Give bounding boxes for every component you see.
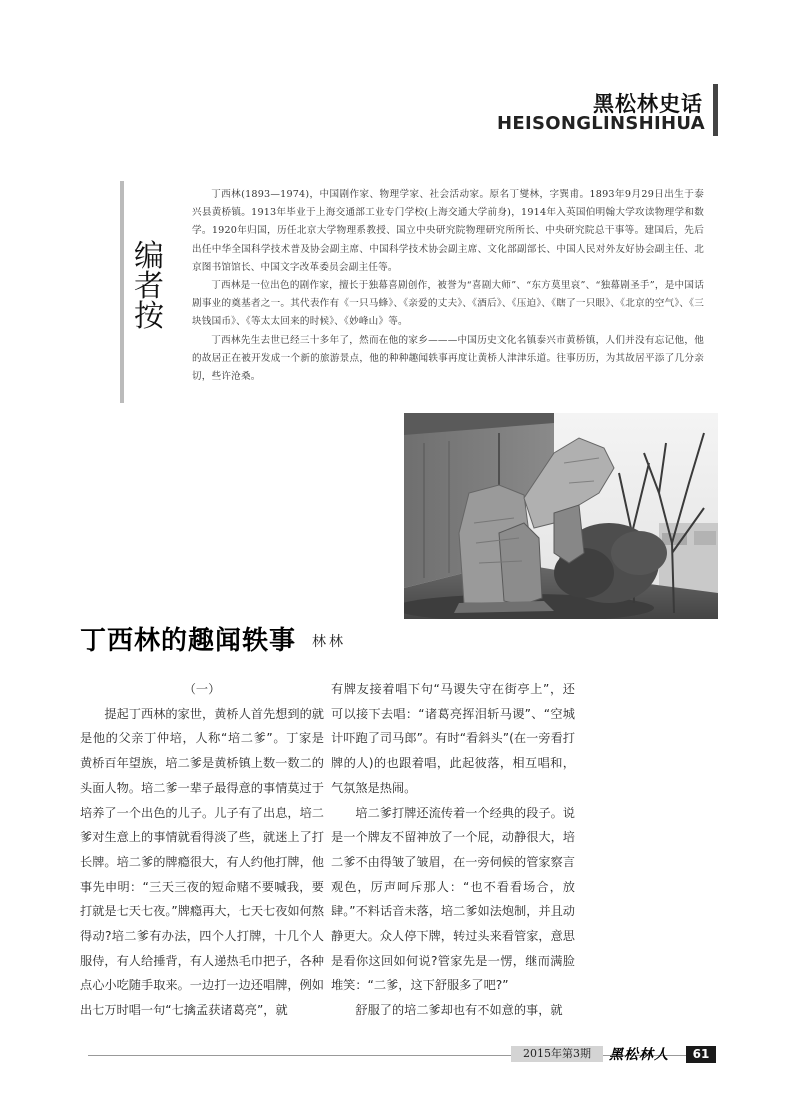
body-paragraph: 培二爹打牌还流传着一个经典的段子。说是一个牌友不留神放了一个屁，动静很大，培二爹不由得皱了皱眉，在一旁伺候的管家察言观色，厉声呵斥那人：“也不看看场合，放肆。”不料话音未落，培二爹如法炮制，并且动静更大。众人停下牌，转过头来看管家，意思是看你这回如何说?管家先是一愣，继而满脸堆笑：“二爹，这下舒服多了吧?”: [331, 805, 575, 993]
editor-note-body: [192, 186, 704, 386]
section-marker: （一）: [183, 682, 221, 696]
stone-sculpture-photo: [404, 413, 718, 619]
editor-note-label-char: 编: [134, 239, 164, 274]
body-paragraph: 提起丁西林的家世，黄桥人首先想到的就是他的父亲丁仲培，人称“培二爹”。丁家是黄桥百年望族，培二爹是黄桥镇上数一数二的头面人物。培二爹一辈子最得意的事情莫过于培养了一个出色的儿子。儿子有了出息，培二爹对生意上的事情就看得淡了些，就迷上了打长牌。培二爹的牌瘾很大，有人约他打牌，他事先申明：“三天三夜的短命赌不要喊我，要打就是七天七夜。”牌瘾再大，七天七夜如何熬得动?培二爹有办法，四个人打牌，十几个人服侍，有人给捶背，有人递热毛巾把子，各种点心小吃随手取来。一边打一边还唱牌，例如出七万时唱一句“七擒孟获诸葛亮”，就: [80, 706, 324, 1018]
editor-note-label-char: 按: [134, 299, 164, 334]
body-paragraph: 有牌友接着唱下句“马谡失守在街亭上”，还可以接下去唱：“诸葛亮挥泪斩马谡”、“空城计吓跑了司马郎”。有时“看斜头”(在一旁看打牌的人)的也跟着唱，此起彼落，相互唱和，气氛煞是热闹。: [331, 682, 575, 795]
article-column-left: [80, 677, 324, 1023]
column-title: 黑松林史话: [593, 92, 703, 116]
editor-note-paragraph: 丁西林(1893—1974)，中国剧作家、物理学家、社会活动家。原名丁燮林，字巽甫。1893年9月29日出生于泰兴县黄桥镇。1913年毕业于上海交通部工业专门学校(上海交通大学前身)，1914年入英国伯明翰大学攻读物理学和数学。1920年归国，历任北京大学物理系教授、国立中央研究院物理研究所所长、中央研究院总干事等。建国后，先后出任中华全国科学技术普及协会副主席、中国科学技术协会副主席、文化部副部长、中国人民对外友好协会副主任、北京图书馆馆长、中国文字改革委员会副主任等。: [192, 189, 704, 273]
column-title-english: HEISONGLINSHIHUA: [497, 113, 705, 134]
article-column-right: [331, 677, 575, 1023]
note-frame-bar: [120, 181, 124, 403]
body-paragraph: 舒服了的培二爹却也有不如意的事，就: [355, 1003, 563, 1018]
editor-note-paragraph: 丁西林先生去世已经三十多年了，然而在他的家乡———中国历史文化名镇泰兴市黄桥镇，人们并没有忘记他，他的故居正在被开发成一个新的旅游景点，他的种种趣闻轶事再度让黄桥人津津乐道。往事历历，为其故居平添了几分亲切，些许沧桑。: [192, 334, 704, 383]
footer-magazine-logo: 黑松林人: [609, 1047, 669, 1063]
editor-note-label: [131, 239, 167, 334]
editor-note-paragraph: 丁西林是一位出色的剧作家，擅长于独幕喜剧创作，被誉为“喜剧大师”、“东方莫里哀”、“独幕剧圣手”，是中国话剧事业的奠基者之一。其代表作有《一只马蜂》、《亲爱的丈夫》、《酒后》、《压迫》、《瞎了一只眼》、《北京的空气》、《三块钱国币》、《等太太回来的时候》、《妙峰山》等。: [192, 280, 704, 328]
article-author: 林林: [312, 634, 346, 650]
header-accent-bar: [713, 84, 718, 136]
page-number: 61: [686, 1046, 716, 1063]
editor-note-label-char: 者: [134, 269, 164, 304]
footer-issue: 2015年第3期: [511, 1046, 603, 1062]
article-title: 丁西林的趣闻轶事: [80, 626, 297, 656]
